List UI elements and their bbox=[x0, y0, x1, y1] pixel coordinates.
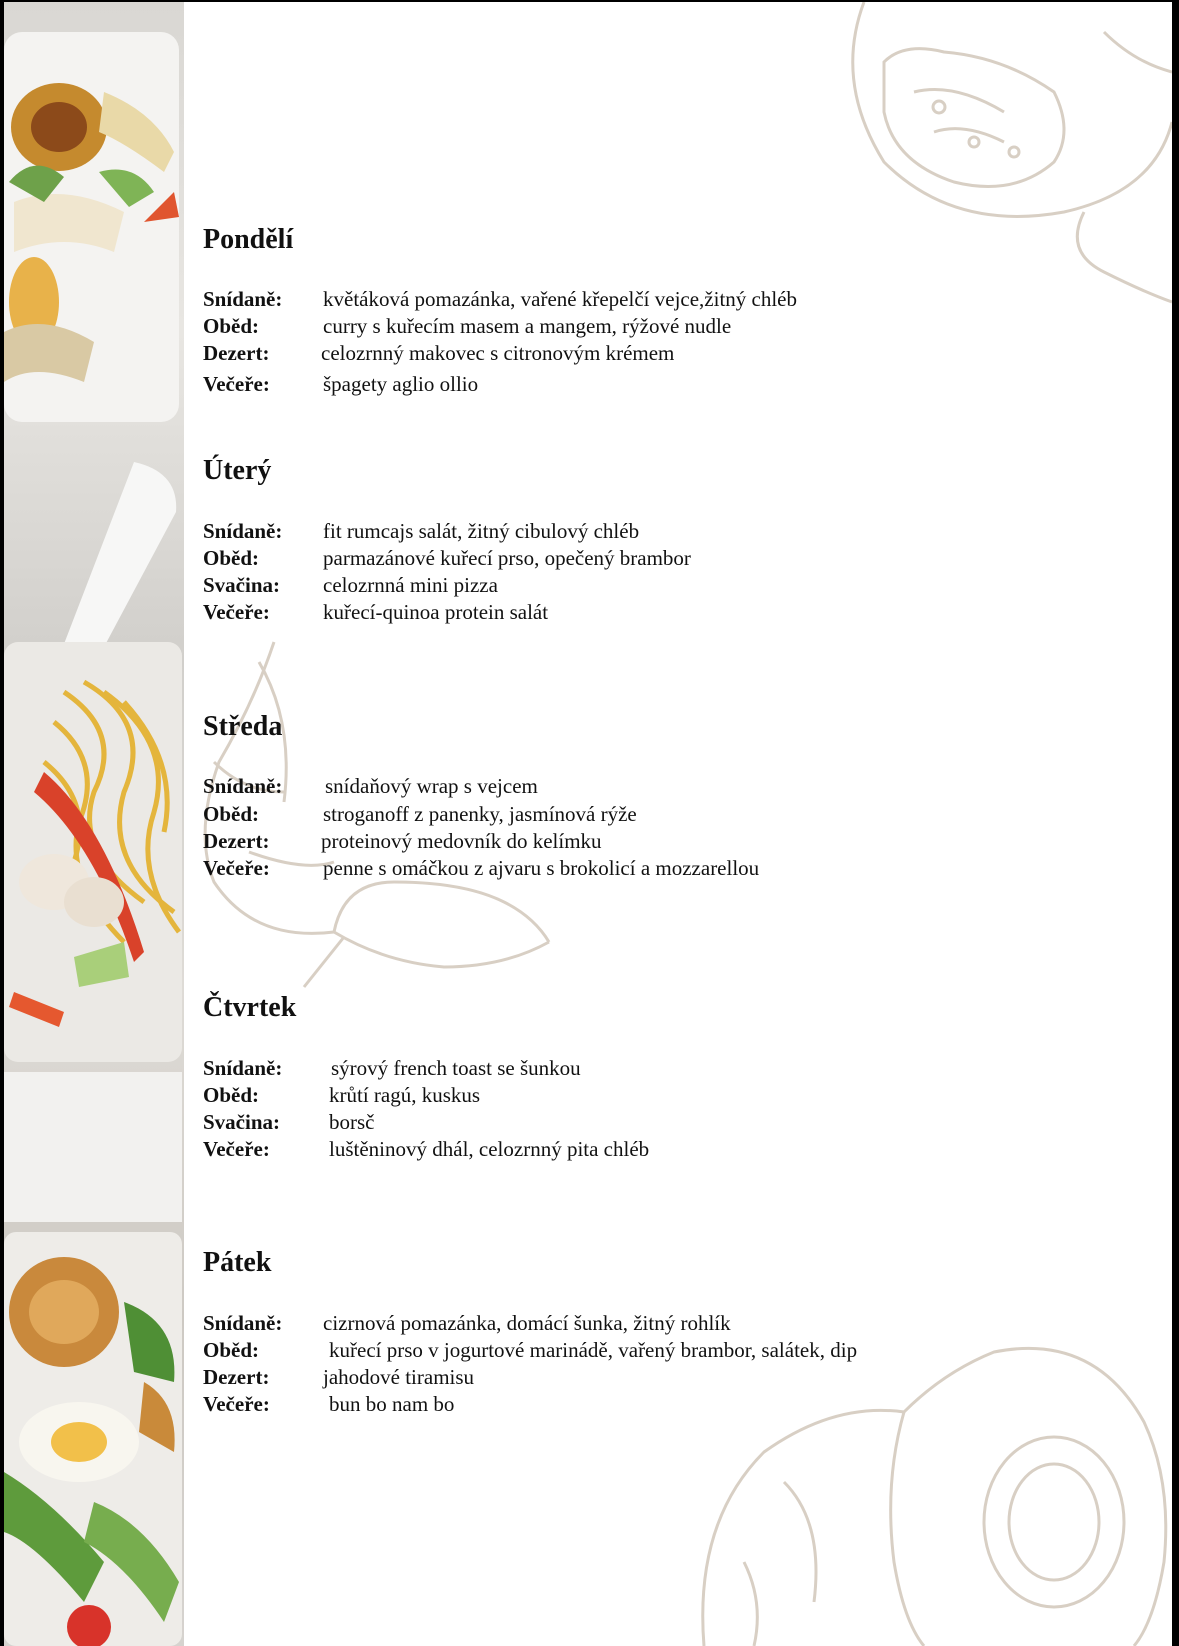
meal-text: curry s kuřecím masem a mangem, rýžové nudle bbox=[323, 314, 732, 338]
day-title-ctvrtek: Čtvrtek bbox=[203, 992, 297, 1023]
meal-row bbox=[203, 573, 1103, 599]
meal-row bbox=[203, 802, 1103, 828]
meal-text: penne s omáčkou z ajvaru s brokolicí a mozzarellou bbox=[323, 856, 760, 880]
meal-row bbox=[203, 774, 1103, 800]
meal-label: Večeře: bbox=[203, 372, 270, 396]
meal-text: borsč bbox=[329, 1110, 375, 1134]
meal-text: bun bo nam bo bbox=[329, 1392, 455, 1416]
meal-label: Oběd: bbox=[203, 1083, 260, 1107]
meal-label: Oběd: bbox=[203, 546, 260, 570]
meal-text: stroganoff z panenky, jasmínová rýže bbox=[323, 802, 637, 826]
meal-text: celozrnná mini pizza bbox=[323, 573, 498, 597]
meal-label: Svačina: bbox=[203, 573, 281, 597]
meal-row bbox=[203, 341, 1103, 367]
meal-text: snídaňový wrap s vejcem bbox=[325, 774, 538, 798]
day-title-patek: Pátek bbox=[203, 1247, 272, 1278]
meal-label: Snídaně: bbox=[203, 519, 283, 543]
meal-text: špagety aglio ollio bbox=[323, 372, 479, 396]
meal-row bbox=[203, 1338, 1103, 1364]
meal-text: parmazánové kuřecí prso, opečený brambor bbox=[323, 546, 691, 570]
meal-label: Snídaně: bbox=[203, 1311, 283, 1335]
meal-label: Svačina: bbox=[203, 1110, 281, 1134]
meal-row bbox=[203, 372, 1103, 398]
meal-row bbox=[203, 1110, 1103, 1136]
meal-row bbox=[203, 600, 1103, 626]
meal-row bbox=[203, 1365, 1103, 1391]
meal-text: cizrnová pomazánka, domácí šunka, žitný rohlík bbox=[323, 1311, 731, 1335]
food-photo-illustration bbox=[4, 2, 184, 1646]
meal-label: Dezert: bbox=[203, 1365, 270, 1389]
meal-label: Oběd: bbox=[203, 314, 260, 338]
meal-row bbox=[203, 546, 1103, 572]
meal-row bbox=[203, 856, 1103, 882]
menu-page bbox=[4, 2, 1172, 1646]
meal-label: Večeře: bbox=[203, 1392, 270, 1416]
meal-text: kuřecí prso v jogurtové marinádě, vařený brambor, salátek, dip bbox=[329, 1338, 858, 1362]
meal-label: Večeře: bbox=[203, 600, 270, 624]
meal-row bbox=[203, 829, 1103, 855]
meal-text: celozrnný makovec s citronovým krémem bbox=[321, 341, 675, 365]
meal-text: fit rumcajs salát, žitný cibulový chléb bbox=[323, 519, 640, 543]
meal-label: Večeře: bbox=[203, 1137, 270, 1161]
food-photo-strip bbox=[4, 2, 184, 1646]
meal-text: květáková pomazánka, vařené křepelčí vejce,žitný chléb bbox=[323, 287, 798, 311]
meal-label: Dezert: bbox=[203, 341, 270, 365]
meal-text: luštěninový dhál, celozrnný pita chléb bbox=[329, 1137, 650, 1161]
meal-row bbox=[203, 519, 1103, 545]
meal-text: krůtí ragú, kuskus bbox=[329, 1083, 481, 1107]
meal-label: Večeře: bbox=[203, 856, 270, 880]
meal-row bbox=[203, 1392, 1103, 1418]
day-title-streda: Středa bbox=[203, 711, 283, 742]
day-title-utery: Úterý bbox=[203, 455, 272, 486]
meal-row bbox=[203, 1056, 1103, 1082]
meal-row bbox=[203, 1083, 1103, 1109]
meal-row bbox=[203, 287, 1103, 313]
meal-text: sýrový french toast se šunkou bbox=[331, 1056, 581, 1080]
meal-label: Snídaně: bbox=[203, 774, 283, 798]
meal-text: proteinový medovník do kelímku bbox=[321, 829, 602, 853]
meal-label: Snídaně: bbox=[203, 1056, 283, 1080]
meal-label: Snídaně: bbox=[203, 287, 283, 311]
meal-label: Oběd: bbox=[203, 1338, 260, 1362]
meal-text: kuřecí-quinoa protein salát bbox=[323, 600, 549, 624]
meal-row bbox=[203, 314, 1103, 340]
meal-label: Oběd: bbox=[203, 802, 260, 826]
meal-row bbox=[203, 1311, 1103, 1337]
tomato-sketch-icon bbox=[853, 2, 1172, 302]
meal-label: Dezert: bbox=[203, 829, 270, 853]
meal-row bbox=[203, 1137, 1103, 1163]
meal-text: jahodové tiramisu bbox=[323, 1365, 475, 1389]
day-title-pondeli: Pondělí bbox=[203, 224, 294, 255]
